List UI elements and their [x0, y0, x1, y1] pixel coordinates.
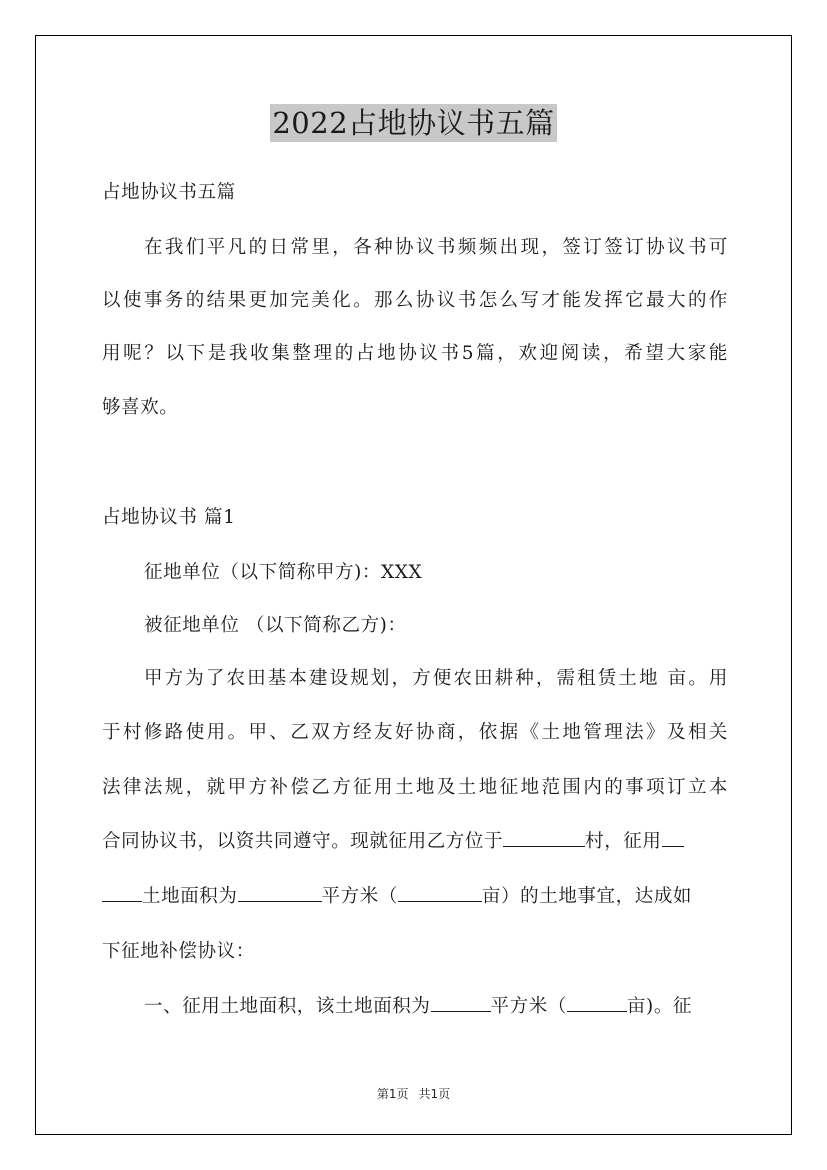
page-current: 第1页	[376, 1087, 409, 1101]
mu-blank	[398, 885, 482, 902]
page-total: 共1页	[418, 1087, 451, 1101]
document-title: 2022占地协议书五篇	[272, 106, 555, 140]
document-subtitle: 占地协议书五篇	[102, 182, 236, 203]
item-1-line	[144, 995, 770, 1019]
intro-line-3: 用呢？以下是我收集整理的占地协议书5篇，欢迎阅读，希望大家能	[102, 343, 728, 364]
item1-text-1: 一、征用土地面积，该土地面积为	[144, 996, 431, 1017]
page-footer	[0, 1085, 827, 1102]
body-line-1: 甲方为了农田基本建设规划，方便农田耕种，需租赁土地 亩。用	[144, 668, 728, 689]
intro-line-1: 在我们平凡的日常里，各种协议书频频出现，签订签订协议书可	[144, 237, 728, 258]
body-line-4	[102, 830, 728, 854]
party-a-line: 征地单位（以下简称甲方)：XXX	[144, 562, 423, 583]
body-line-6: 下征地补偿协议：	[102, 941, 255, 962]
square-meter-blank	[238, 885, 322, 902]
party-b-line: 被征地单位 （以下简称乙方)：	[144, 615, 407, 636]
item1-mu-blank	[567, 995, 627, 1012]
intro-line-2: 以使事务的结果更加完美化。那么协议书怎么写才能发挥它最大的作	[102, 290, 728, 311]
item1-text-2: 平方米（	[490, 996, 567, 1017]
item1-text-3: 亩)。征	[626, 996, 693, 1017]
contract-text-1: 合同协议书，以资共同遵守。现就征用乙方位于	[102, 831, 504, 852]
body-line-2: 于村修路使用。甲、乙双方经友好协商，依据《土地管理法》及相关	[102, 722, 728, 743]
intro-line-4: 够喜欢。	[102, 397, 179, 418]
village-blank	[503, 830, 585, 847]
title-container	[0, 104, 827, 142]
section-heading: 占地协议书 篇1	[102, 507, 236, 528]
area-text-2: 平方米（	[321, 886, 398, 907]
body-line-3: 法律法规，就甲方补偿乙方征用土地及土地征地范围内的事项订立本	[102, 777, 728, 798]
body-line-5	[102, 885, 728, 909]
area-text-1: 土地面积为	[142, 886, 238, 907]
use-blank-end	[102, 885, 142, 902]
use-blank-start	[662, 830, 684, 847]
area-text-3: 亩）的土地事宜，达成如	[481, 886, 693, 907]
item1-area-blank	[431, 995, 491, 1012]
contract-text-2: 村，征用	[585, 831, 662, 852]
